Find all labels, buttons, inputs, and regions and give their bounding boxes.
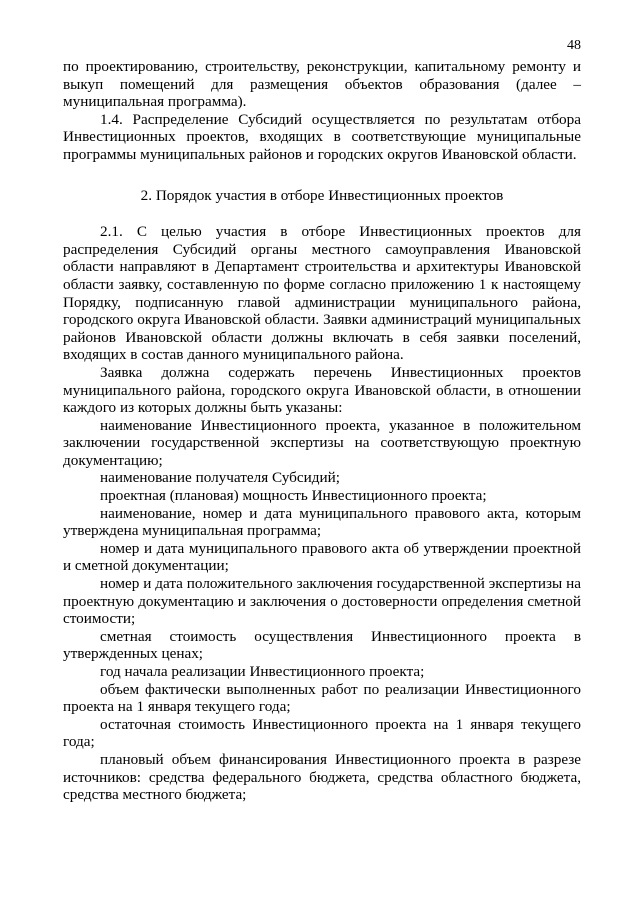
list-item: год начала реализации Инвестиционного проекта; [100, 663, 425, 680]
list-item: номер и дата положительного заключения государственной экспертизы на проектную документацию и заключения о достоверности определения сметной стоимости; [63, 575, 581, 628]
paragraph-application-contents: Заявка должна содержать перечень Инвестиционных проектов муниципального района, городского округа Ивановской области, в отношении каждого из которых должны быть указаны: [63, 363, 581, 417]
section-title: 2. Порядок участия в отборе Инвестиционных проектов [140, 186, 504, 204]
list-item: сметная стоимость осуществления Инвестиционного проекта в утвержденных ценах; [63, 627, 581, 663]
paragraph-program-continuation: по проектированию, строительству, реконструкции, капитальному ремонту и выкуп помещений для размещения объектов образования (далее – муниципальная программа). [63, 58, 581, 111]
list-item: наименование Инвестиционного проекта, указанное в положительном заключении государственной экспертизы на соответствующую проектную документацию; [63, 416, 581, 469]
document-body [63, 58, 581, 804]
list-item: номер и дата муниципального правового акта об утверждении проектной и сметной документации; [63, 539, 581, 575]
paragraph-1-4: 1.4. Распределение Субсидий осуществляется по результатам отбора Инвестиционных проектов, входящих в соответствующие муниципальные программы муниципальных районов и городских округов Ивановской области. [63, 110, 581, 163]
list-item: плановый объем финансирования Инвестиционного проекта в разрезе источников: средства федерального бюджета, средства областного бюджета, средства местного бюджета; [63, 750, 581, 804]
list-item: наименование, номер и дата муниципального правового акта, которым утверждена муниципальная программа; [63, 504, 581, 540]
list-item: наименование получателя Субсидий; [100, 469, 340, 487]
list-item: остаточная стоимость Инвестиционного проекта на 1 января текущего года; [63, 715, 581, 751]
list-item: объем фактически выполненных работ по реализации Инвестиционного проекта на 1 января текущего года; [63, 680, 581, 716]
paragraph-2-1: 2.1. С целью участия в отборе Инвестиционных проектов для распределения Субсидий органы местного самоуправления Ивановской области направляют в Департамент строительства и архитектуры Ивановской области заявку, составленную по форме согласно приложению 1 к настоящему Порядку, подписанную главой администрации муниципального района, городского округа Ивановской области. Заявки администраций муниципальных районов Ивановской области должны включать в себя заявки поселений, входящих в состав данного муниципального района. [63, 223, 581, 364]
list-item: проектная (плановая) мощность Инвестиционного проекта; [100, 487, 487, 505]
page-number: 48 [567, 38, 581, 53]
